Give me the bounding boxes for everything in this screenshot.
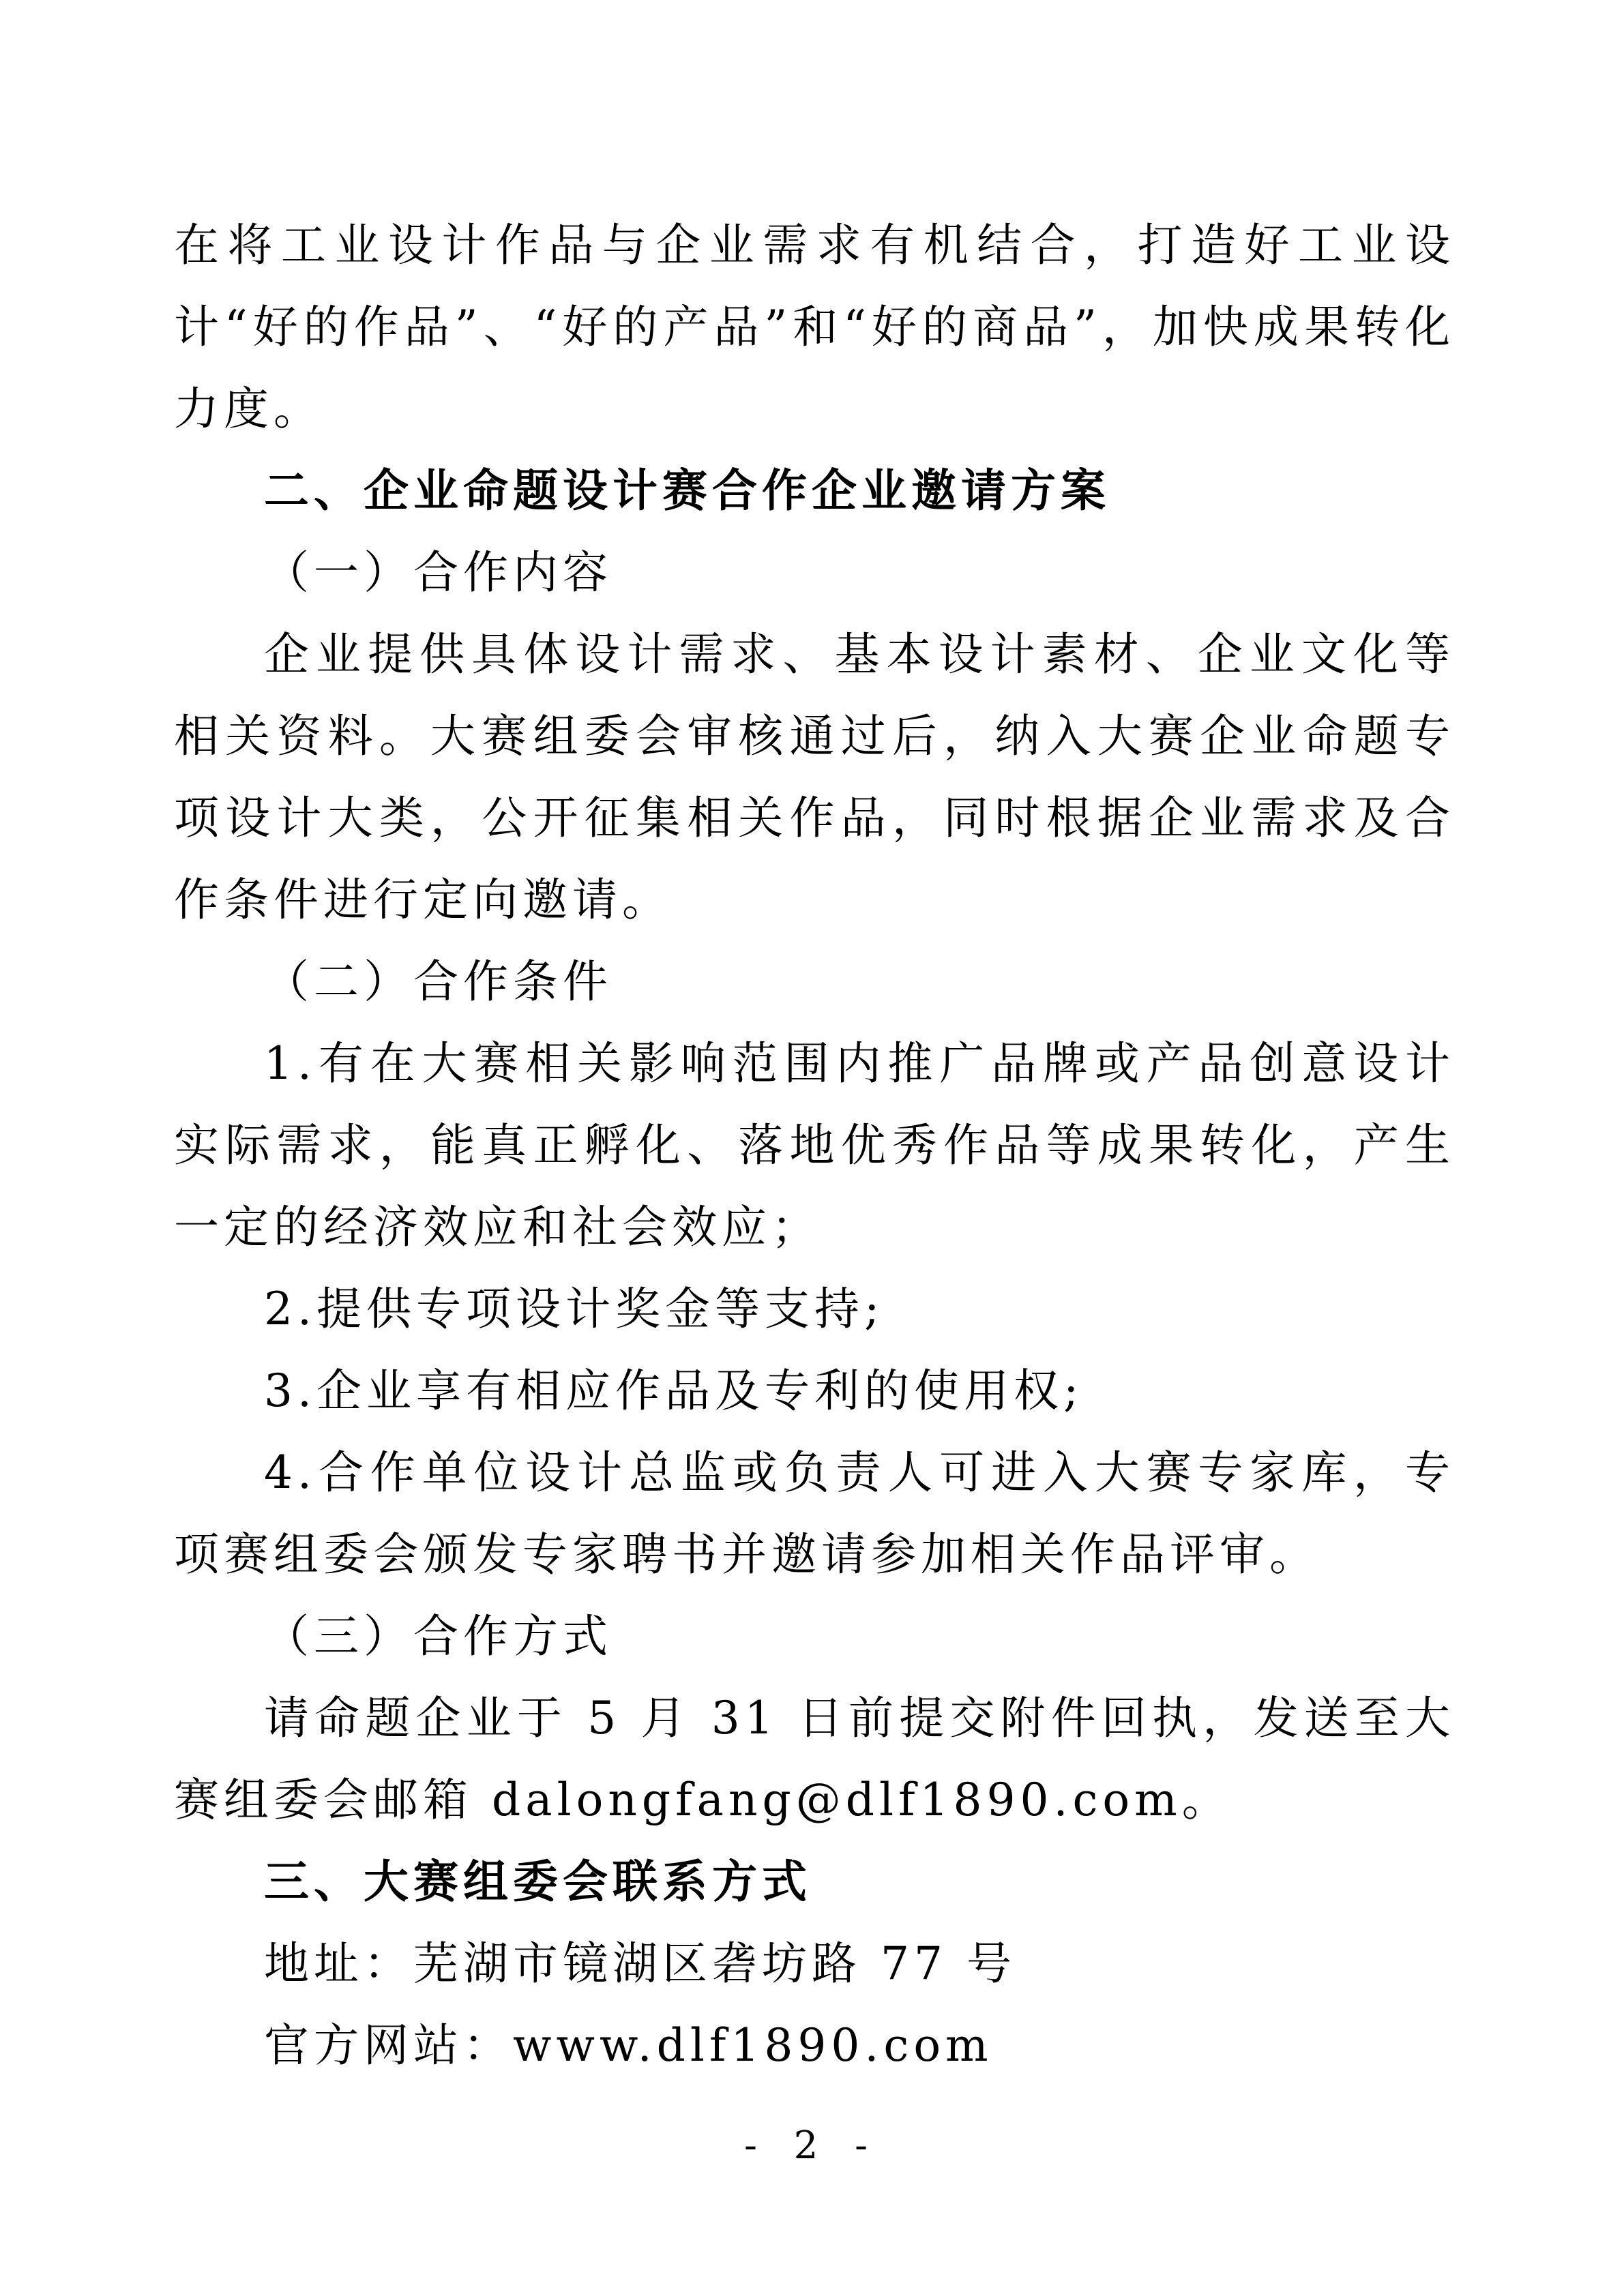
page-footer [0, 2122, 1624, 2170]
paragraph-condition-4: 4.合作单位设计总监或负责人可进入大赛专家库，专项赛组委会颁发专家聘书并邀请参加相关作品评审。 [174, 1446, 1455, 1581]
page-number: - 2 - [743, 2123, 881, 2168]
paragraph-address: 地址：芜湖市镜湖区砻坊路 77 号 [264, 1937, 1016, 1990]
section-heading-enterprise-invitation-plan: 二、企业命题设计赛合作企业邀请方案 [264, 464, 1110, 517]
paragraph-cooperation-method: 请命题企业于 5 月 31 日前提交附件回执，发送至大赛组委会邮箱 dalongfang@dlf1890.com。 [174, 1692, 1455, 1826]
subheading-cooperation-content: （一）合作内容 [264, 546, 612, 599]
paragraph-website: 官方网站：www.dlf1890.com [264, 2019, 993, 2072]
section-heading-contact-info: 三、大赛组委会联系方式 [264, 1855, 812, 1908]
subheading-cooperation-conditions: （二）合作条件 [264, 955, 612, 1008]
document-body [174, 205, 1455, 2087]
paragraph-intro-continuation: 在将工业设计作品与企业需求有机结合，打造好工业设计“好的作品”、“好的产品”和“好的商品”，加快成果转化力度。 [174, 219, 1455, 435]
paragraph-condition-2: 2.提供专项设计奖金等支持; [264, 1283, 885, 1335]
paragraph-condition-3: 3.企业享有相应作品及专利的使用权; [264, 1365, 1084, 1417]
subheading-cooperation-method: （三）合作方式 [264, 1610, 612, 1663]
paragraph-condition-1: 1.有在大赛相关影响范围内推广品牌或产品创意设计实际需求，能真正孵化、落地优秀作品等成果转化，产生一定的经济效应和社会效应； [174, 1037, 1455, 1253]
paragraph-cooperation-content: 企业提供具体设计需求、基本设计素材、企业文化等相关资料。大赛组委会审核通过后，纳入大赛企业命题专项设计大类，公开征集相关作品，同时根据企业需求及合作条件进行定向邀请。 [174, 628, 1455, 926]
